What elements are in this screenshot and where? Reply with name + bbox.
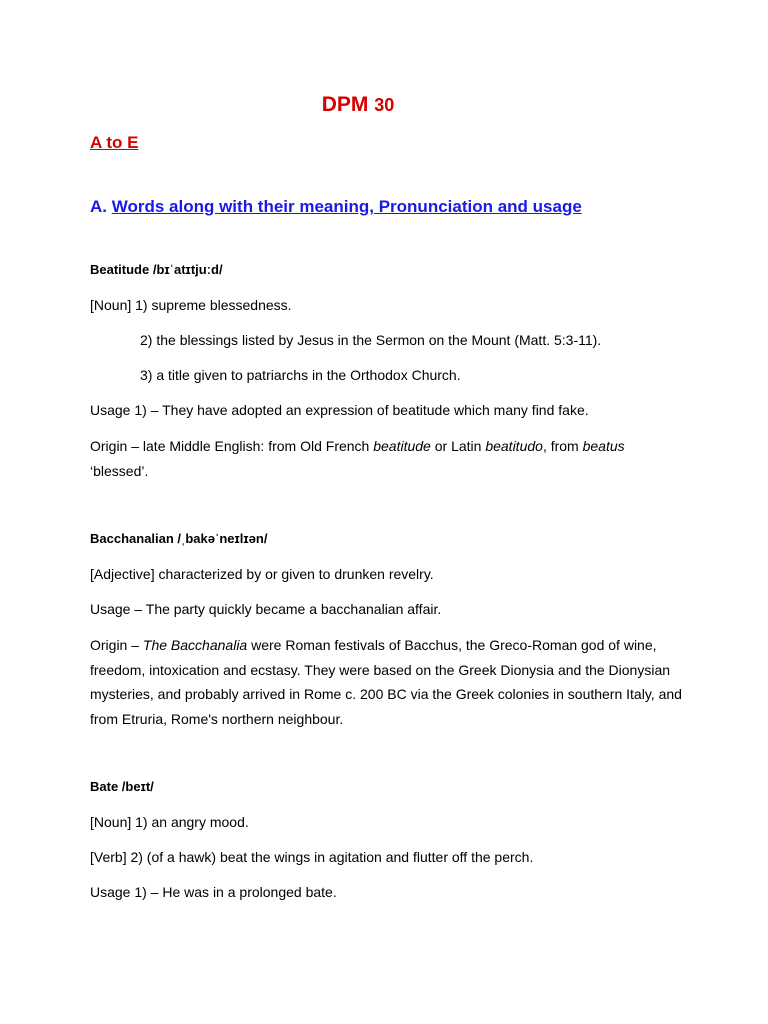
- document-title: [0, 93, 716, 117]
- entry-usage: Usage 1) – He was in a prolonged bate.: [90, 884, 337, 900]
- entry-headword: Bacchanalian /ˌbakəˈneɪlɪən/: [90, 531, 268, 546]
- entry-definition: [Verb] 2) (of a hawk) beat the wings in agitation and flutter off the perch.: [90, 849, 534, 865]
- entry-headword: Bate /beɪt/: [90, 779, 154, 794]
- title-text: DPM: [321, 93, 369, 116]
- entry-definition: 3) a title given to patriarchs in the Orthodox Church.: [140, 367, 461, 383]
- entry-definition: 2) the blessings listed by Jesus in the Sermon on the Mount (Matt. 5:3-11).: [140, 332, 602, 348]
- entry-definition: [Noun] 1) supreme blessedness.: [90, 297, 292, 313]
- entry-definition: [Adjective] characterized by or given to drunken revelry.: [90, 566, 434, 582]
- section-title-link[interactable]: Words along with their meaning, Pronunciation and usage: [111, 197, 582, 216]
- title-number: 30: [374, 95, 395, 115]
- entry-usage: Usage 1) – They have adopted an expression of beatitude which many find fake.: [90, 402, 589, 418]
- section-prefix: A.: [90, 197, 107, 216]
- entry-usage: Usage – The party quickly became a bacchanalian affair.: [90, 601, 442, 617]
- range-subtitle: A to E: [90, 133, 139, 152]
- entry-headword: Beatitude /bɪˈatɪtjuːd/: [90, 262, 223, 277]
- entry-definition: [Noun] 1) an angry mood.: [90, 814, 249, 830]
- entry-origin: Origin – late Middle English: from Old French beatitude or Latin beatitudo, from beatus ‘blessed’.: [90, 438, 625, 479]
- entry-origin: Origin – The Bacchanalia were Roman festivals of Bacchus, the Greco-Roman god of wine, freedom, intoxication and ecstasy. They were based on the Greek Dionysia and the Dionysian mysteries, and probably arrived in Rome c. 200 BC via the Greek colonies in southern Italy, and from Etruria, Rome's northern neighbour.: [90, 637, 682, 727]
- section-heading: [90, 197, 582, 217]
